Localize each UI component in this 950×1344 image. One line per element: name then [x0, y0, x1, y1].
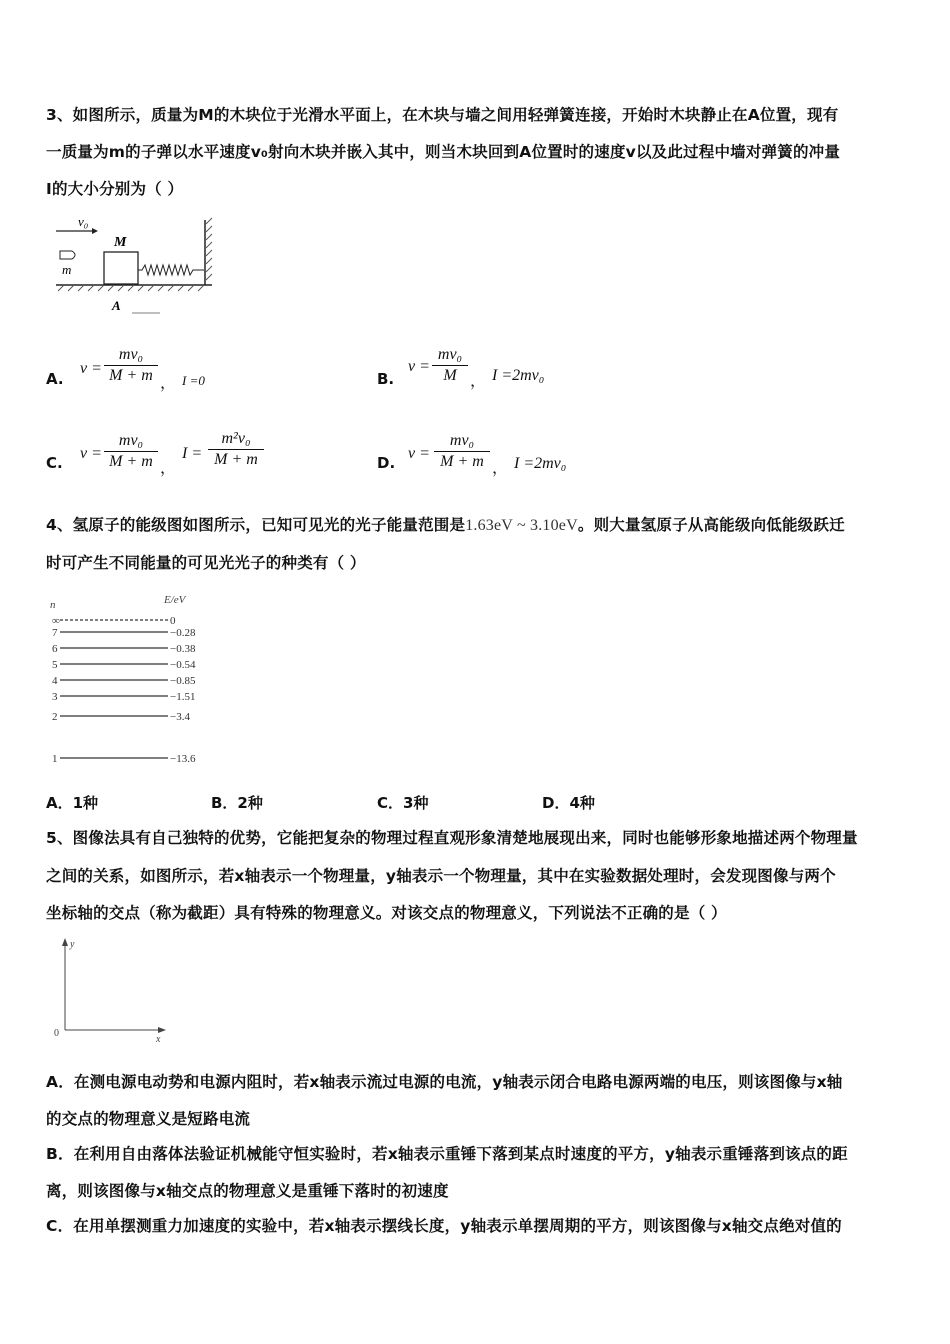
energy-level-value: −1.51: [170, 691, 196, 703]
q3-option-b-fraction: [432, 346, 468, 385]
q3-option-b-impulse: I =2mv₀: [492, 367, 545, 384]
q3-option-d-numerator: mv₀: [449, 432, 475, 449]
v0-label: v₀: [78, 214, 89, 229]
q5-option-b-line-1: B．在利用自由落体法验证机械能守恒实验时，若x轴表示重锤下落到某点时速度的平方，y轴表示重锤落到该点的距: [46, 1145, 848, 1163]
q3-option-c-fraction-I: [208, 430, 264, 469]
q4-option-d: D．4种: [542, 794, 595, 812]
energy-level-value: −0.38: [170, 643, 196, 655]
bullet-shape: [60, 251, 75, 259]
A-label: A: [112, 298, 121, 313]
energy-level-n: 5: [52, 659, 58, 671]
q3-option-b-denominator: M: [443, 367, 457, 384]
q3-option-c-I-numerator: m²v₀: [221, 430, 251, 447]
q4-line-2: 时可产生不同能量的可见光光子的种类有（ ）: [46, 554, 366, 572]
q3-option-a-letter: A.: [46, 370, 64, 388]
q4-line-1-text-b: 。则大量氢原子从高能级向低能级跃迁: [577, 516, 845, 534]
block-shape: [104, 252, 138, 284]
q5-axes-figure: [46, 934, 176, 1046]
q3-option-d-fraction: [434, 432, 490, 471]
q5-line-3: 坐标轴的交点（称为截距）具有特殊的物理意义。对该交点的物理意义，下列说法不正确的是（ ）: [46, 904, 727, 922]
q3-option-d-letter: D.: [377, 454, 396, 472]
q3-line-2: 一质量为m的子弹以水平速度v₀射向木块并嵌入其中，则当木块回到A位置时的速度v以及此过程中墙对弹簧的冲量: [46, 143, 841, 161]
energy-level-n: ∞: [52, 615, 60, 627]
q3-option-d-v: v =: [408, 445, 430, 462]
q5-option-c-line-1: C．在用单摆测重力加速度的实验中，若x轴表示摆线长度，y轴表示单摆周期的平方，则该图像与x轴交点绝对值的: [46, 1217, 842, 1235]
q5-option-a-line-2: 的交点的物理意义是短路电流: [46, 1110, 251, 1128]
q3-option-c-v: v =: [80, 445, 102, 462]
origin-label: 0: [54, 1028, 59, 1039]
q3-option-d-denominator: M + m: [440, 453, 484, 470]
q3-option-c-I: I =: [182, 445, 203, 462]
spring-shape: [138, 265, 204, 275]
q3-option-d-impulse: I =2mv₀: [514, 455, 567, 472]
energy-level-value: −0.85: [170, 675, 196, 687]
q3-option-a-comma: ，: [160, 375, 177, 392]
q5-line-2: 之间的关系，如图所示，若x轴表示一个物理量，y轴表示一个物理量，其中在实验数据处理时，会发现图像与两个: [46, 867, 836, 885]
q3-option-c-fraction-v: [104, 432, 158, 471]
q5-option-a-line-1: A．在测电源电动势和电源内阻时，若x轴表示流过电源的电流，y轴表示闭合电路电源两端的电压，则该图像与x轴: [46, 1073, 843, 1091]
q3-option-a-v: v =: [80, 360, 102, 377]
q3-option-a-fraction: [104, 346, 158, 385]
q3-option-b-letter: B.: [377, 370, 395, 388]
q4-energy-range: 1.63eV ~ 3.10eV: [465, 517, 578, 534]
q3-option-d-comma: ，: [492, 460, 509, 477]
q5-line-1: 5、图像法具有自己独特的优势，它能把复杂的物理过程直观形象清楚地展现出来，同时也能够形象地描述两个物理量: [46, 829, 858, 847]
q4-line-1-text-a: 4、氢原子的能级图如图所示，已知可见光的光子能量范围是: [46, 516, 466, 534]
q3-spring-block-figure: [52, 212, 227, 318]
q3-option-a-denominator: M + m: [109, 367, 153, 384]
y-axis-label: y: [70, 939, 75, 950]
energy-level-n: 2: [52, 711, 58, 723]
energy-level-n: 4: [52, 675, 58, 687]
energy-axis-label: E/eV: [164, 594, 186, 606]
q3-option-a-numerator: mv₀: [118, 346, 144, 363]
q3-option-c-letter: C.: [46, 454, 63, 472]
q3-option-b-v: v =: [408, 358, 430, 375]
x-axis-label: x: [156, 1034, 161, 1045]
energy-level-n: 6: [52, 643, 58, 655]
energy-level-value: 0: [170, 615, 176, 627]
energy-level-value: −0.54: [170, 659, 196, 671]
q4-option-c: C．3种: [377, 794, 429, 812]
energy-level-n: 7: [52, 627, 58, 639]
q3-option-c-comma: ，: [160, 460, 177, 477]
q3-option-b-numerator: mv₀: [437, 346, 463, 363]
energy-level-n: 3: [52, 691, 58, 703]
q3-option-b-comma: ，: [470, 373, 487, 390]
q3-option-a-impulse: I =0: [182, 373, 205, 388]
q4-line-1: [46, 513, 845, 535]
M-label: M: [114, 235, 127, 250]
q4-option-a: A．1种: [46, 794, 99, 812]
m-label: m: [62, 262, 72, 277]
energy-level-n: 1: [52, 753, 58, 765]
energy-level-value: −13.6: [170, 753, 196, 765]
n-axis-label: n: [50, 599, 56, 611]
q3-line-3: I的大小分别为（ ）: [46, 180, 184, 198]
q4-option-b: B．2种: [211, 794, 263, 812]
energy-level-value: −3.4: [170, 711, 190, 723]
q4-energy-level-diagram: [46, 588, 216, 770]
q3-option-c-I-denominator: M + m: [214, 451, 258, 468]
q3-option-c-v-denominator: M + m: [109, 453, 153, 470]
q5-option-b-line-2: 离，则该图像与x轴交点的物理意义是重锤下落时的初速度: [46, 1182, 449, 1200]
q3-line-1: 3、如图所示，质量为M的木块位于光滑水平面上，在木块与墙之间用轻弹簧连接，开始时木块静止在A位置，现有: [46, 106, 839, 124]
energy-level-value: −0.28: [170, 627, 196, 639]
q3-option-c-v-numerator: mv₀: [118, 432, 144, 449]
